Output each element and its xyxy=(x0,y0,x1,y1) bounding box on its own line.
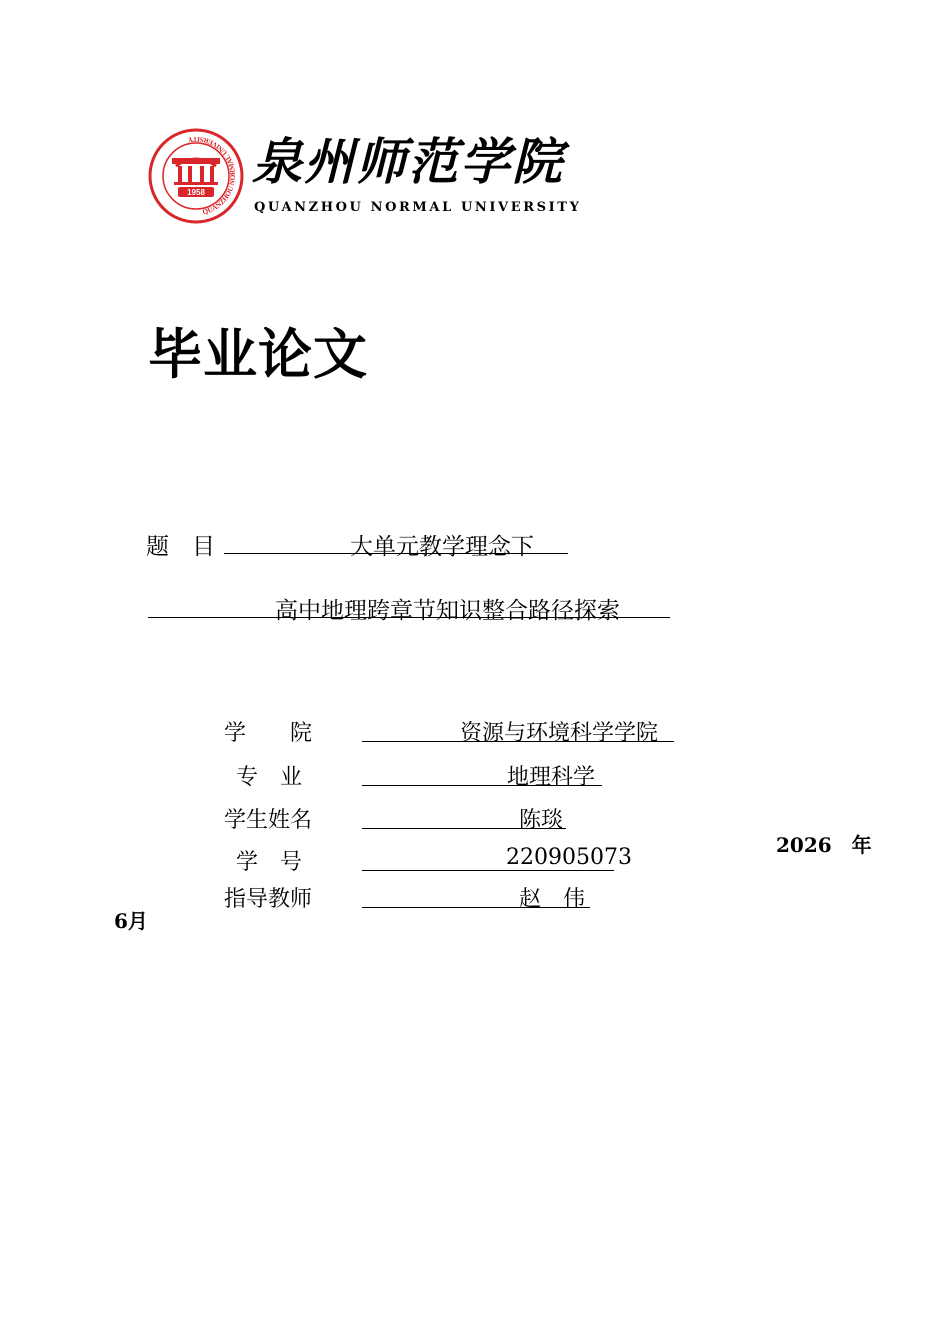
college-value: 资源与环境科学学院 xyxy=(460,721,659,746)
major-value: 地理科学 xyxy=(507,765,596,790)
major-label: 专 业 xyxy=(236,765,303,790)
student-id-label: 学 号 xyxy=(236,850,303,875)
student-name-label: 学生姓名 xyxy=(224,808,313,833)
title-line-1: 大单元教学理念下 xyxy=(350,534,534,560)
student-name-value: 陈琰 xyxy=(519,808,564,833)
svg-text:QUANZHOU NORMAL UNIVERSITY: QUANZHOU NORMAL UNIVERSITY xyxy=(187,134,238,217)
student-id-underline xyxy=(362,870,614,871)
title-line-2: 高中地理跨章节知识整合路径探索 xyxy=(275,598,620,624)
college-label: 学 院 xyxy=(224,721,313,746)
university-name-cn: 泉州师范学院 xyxy=(252,132,564,191)
date-month: 6月 xyxy=(114,909,148,933)
svg-text:1958: 1958 xyxy=(187,188,205,197)
university-seal-icon xyxy=(148,128,244,224)
student-id-value: 220905073 xyxy=(506,845,632,870)
title-label: 题 目 xyxy=(146,534,215,560)
document-type-heading: 毕业论文 xyxy=(148,323,368,386)
advisor-label: 指导教师 xyxy=(224,887,313,912)
university-logo xyxy=(148,128,582,224)
date-year: 2026 年 xyxy=(776,833,872,857)
advisor-value: 赵 伟 xyxy=(519,887,586,912)
university-name-en: QUANZHOU NORMAL UNIVERSITY xyxy=(254,200,582,215)
